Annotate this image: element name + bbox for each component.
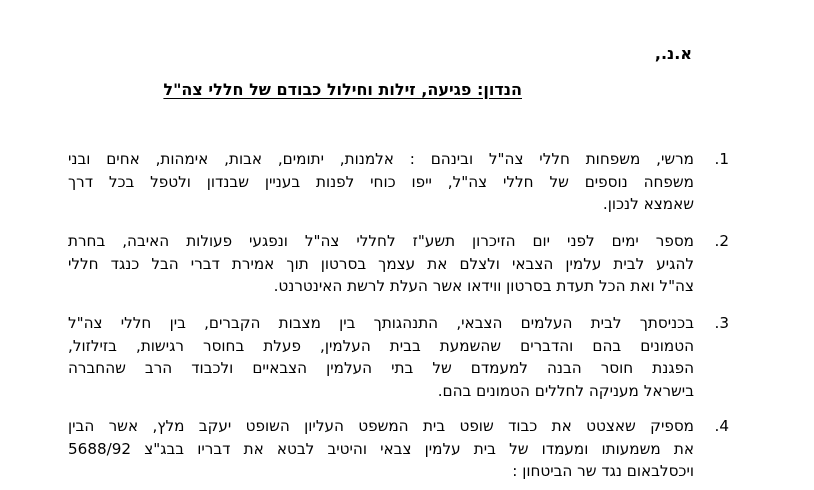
paragraph-line: מרשי, משפחות חללי צה"ל ובינהם : אלמנות, יתומים, אבות, אימהות, אחים ובני bbox=[68, 150, 694, 168]
paragraph-line: בישראל מעניקה לחללים הטמונים בהם. bbox=[437, 381, 694, 400]
paragraph-line: הפגנת חוסר הבנה למעמדם של בתי העלמין הצבאיים ולכבוד הרב שהחברה bbox=[68, 359, 694, 377]
paragraph-line: מספר ימים לפני יום הזיכרון תשע"ז לחללי צה"ל ונפגעי פעולות האיבה, בחרת bbox=[68, 232, 694, 250]
paragraph-line: ויכסלבאום נגד שר הביטחון : bbox=[512, 462, 694, 480]
paragraph-number: .4 bbox=[714, 417, 729, 435]
paragraph-line: מספיק שאצטט את כבוד שופט בית המשפט העליון השופט יעקב מלץ, אשר הבין bbox=[68, 417, 694, 435]
salutation: א.נ., bbox=[654, 44, 692, 63]
subject-line: הנדון: פגיעה, זילות וחילול כבודם של חללי צה"ל bbox=[163, 80, 522, 99]
paragraph-line: להגיע לבית עלמין הצבאי ולצלם את עצמך בסרטון תוך אמירת דברי הבל כנגד חללי bbox=[68, 254, 694, 273]
numbered-paragraph bbox=[68, 230, 729, 298]
paragraph-line: שאמצא לנכון. bbox=[602, 195, 694, 213]
numbered-paragraph bbox=[68, 415, 729, 483]
paragraph-line: את משמעותו ומעמדו של בית עלמין צבאי והיטיב לבטא את דבריו בבג"צ 5688/92 bbox=[68, 439, 694, 458]
numbered-paragraph bbox=[68, 148, 729, 216]
paragraph-line: צה"ל ואת הכל תעדת בסרטון ווידאו אשר העלת לרשת האינטרנט. bbox=[273, 277, 694, 295]
paragraph-line: בכניסתך לבית העלמים הצבאי, התנהגותך בין מצבות הקברים, בין חללי צה"ל bbox=[68, 314, 694, 332]
paragraph-number: .2 bbox=[714, 232, 729, 250]
paragraph-line: הטמונים בהם והדברים שהשמעת בבית העלמין, פעלת בחוסר רגישות, בזילזול, bbox=[68, 336, 694, 355]
paragraph-number: .3 bbox=[714, 314, 729, 332]
paragraph-number: .1 bbox=[714, 150, 729, 168]
paragraph-line: משפחה נוספים של חללי צה"ל, ייפו כוחי לפנות בעניין שבנדון ולטפל בכל דרך bbox=[68, 172, 694, 191]
numbered-paragraph bbox=[68, 312, 729, 402]
